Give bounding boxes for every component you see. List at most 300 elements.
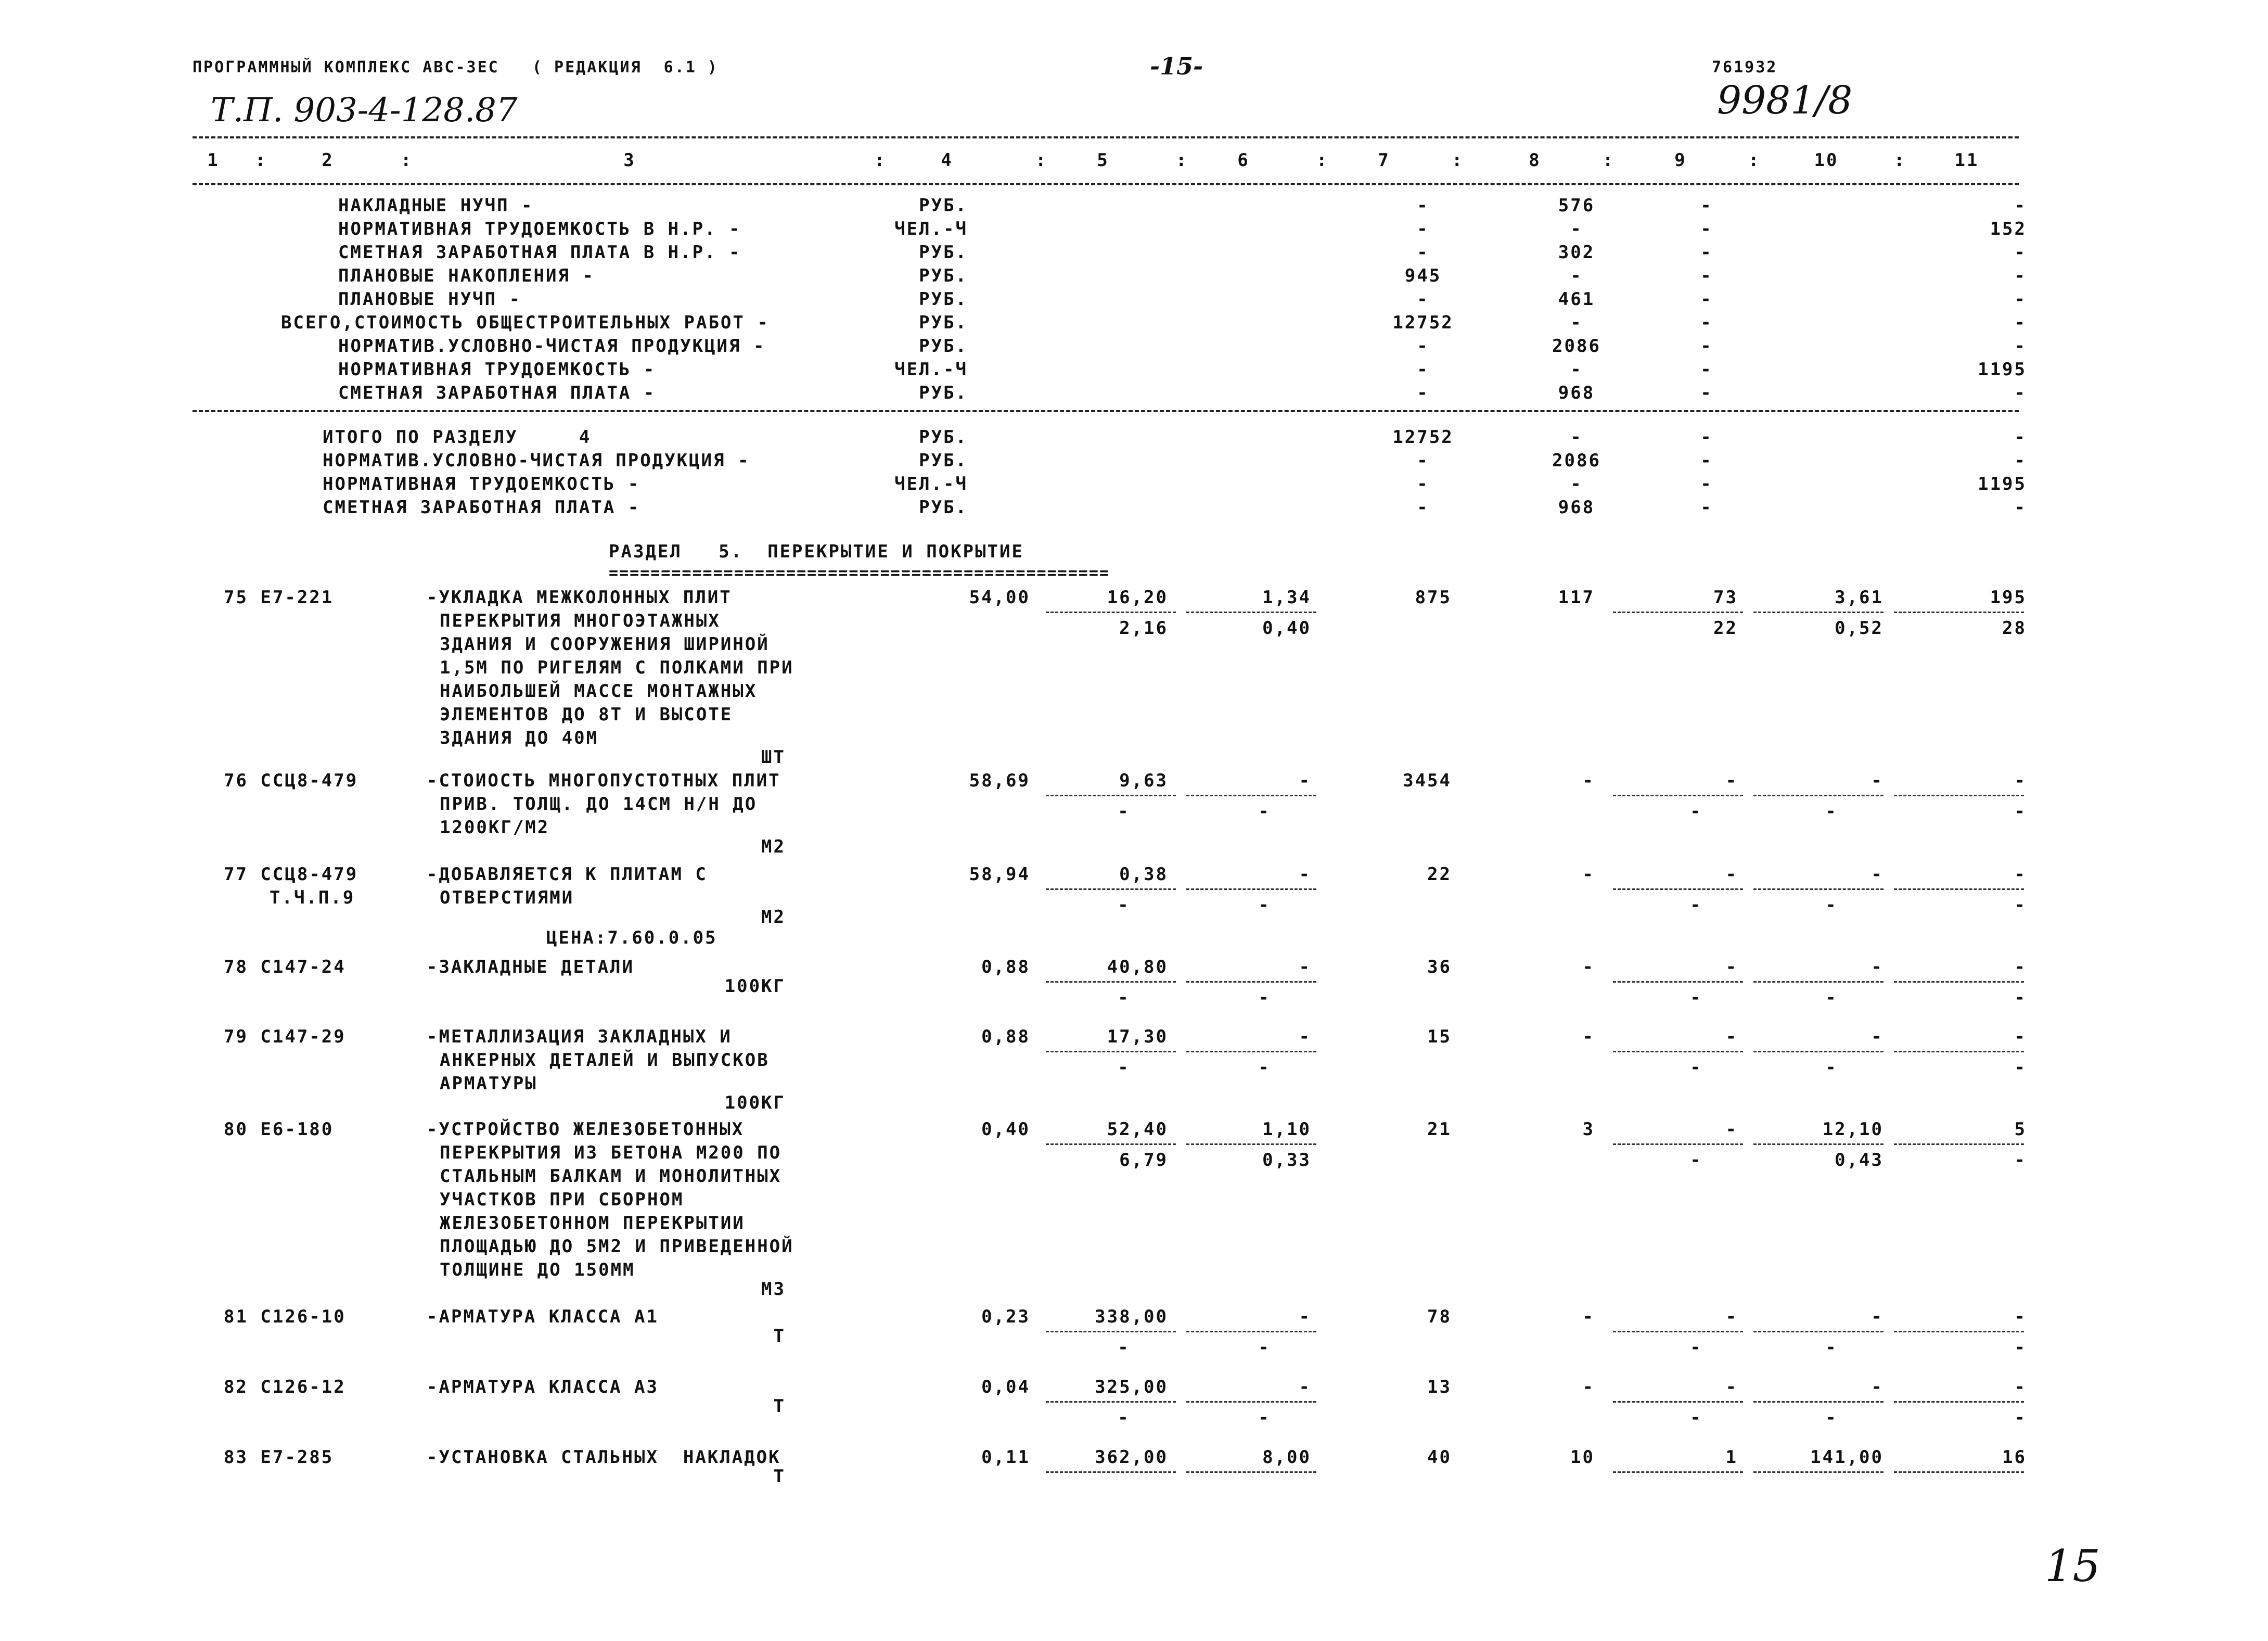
item-col11-labor: - (2014, 895, 2027, 915)
total-col7: - (1417, 474, 1429, 494)
item-description: -УСТАНОВКА СТАЛЬНЫХ НАКЛАДОК (427, 1447, 781, 1468)
col9-underline (1613, 1401, 1743, 1403)
col11-underline (1894, 1401, 2024, 1403)
col6-underline (1186, 981, 1316, 983)
item-col8: - (1582, 957, 1595, 977)
item-col9-labor: - (1690, 801, 1702, 822)
item-code: 78 С147-24 (224, 957, 346, 977)
item-col11-labor: - (2014, 801, 2027, 822)
col9-underline (1613, 612, 1743, 613)
item-col10: - (1871, 1377, 1883, 1397)
item-col9-labor: - (1690, 1057, 1702, 1078)
col9-underline (1613, 795, 1743, 796)
item-col10-labor: - (1825, 801, 1838, 822)
summary-col8: 576 (1558, 195, 1595, 216)
summary-unit: РУБ. (919, 289, 968, 310)
item-col10: - (1871, 1026, 1883, 1047)
item-description: НАИБОЛЬШЕЙ МАССЕ МОНТАЖНЫХ (440, 681, 758, 702)
item-price-note: ЦЕНА:7.60.0.05 (546, 927, 717, 948)
summary-col9: - (1700, 195, 1713, 216)
item-description: ПЕРЕКРЫТИЯ ИЗ БЕТОНА М200 ПО (440, 1142, 782, 1163)
summary-unit: ЧЕЛ.-Ч (894, 219, 968, 239)
item-description: ПРИВ. ТОЛЩ. ДО 14СМ Н/Н ДО (440, 794, 758, 815)
item-unit: М2 (761, 836, 786, 857)
item-qty: 0,88 (981, 957, 1030, 977)
summary-col9: - (1700, 242, 1713, 263)
item-description: 1200КГ/М2 (440, 817, 550, 838)
item-col9: - (1725, 770, 1738, 791)
item-col6: - (1299, 1377, 1311, 1397)
col11-underline (1894, 981, 2024, 983)
item-col9-labor: - (1690, 895, 1702, 915)
summary-col11: - (2014, 195, 2027, 216)
item-col10: - (1871, 957, 1883, 977)
item-col7: 13 (1427, 1377, 1452, 1397)
item-col10-labor: - (1825, 1337, 1838, 1358)
item-description: -АРМАТУРА КЛАССА А1 (427, 1306, 659, 1327)
col9-underline (1613, 1143, 1743, 1145)
column-separator: : (874, 150, 887, 171)
item-col8: - (1582, 864, 1595, 885)
column-header-1: 1 (207, 150, 220, 171)
total-col11: - (2014, 497, 2027, 518)
item-code-ext: Т.Ч.П.9 (270, 887, 355, 908)
total-label: СМЕТНАЯ ЗАРАБОТНАЯ ПЛАТА - (323, 497, 640, 518)
column-header-8: 8 (1529, 150, 1541, 171)
summary-col8: - (1570, 219, 1583, 239)
total-unit: ЧЕЛ.-Ч (894, 474, 968, 494)
item-qty: 54,00 (969, 587, 1030, 608)
item-col11: 5 (2014, 1119, 2027, 1140)
column-separator: : (1748, 150, 1761, 171)
col6-underline (1186, 1143, 1316, 1145)
col5-underline (1046, 1401, 1176, 1403)
total-label: ИТОГО ПО РАЗДЕЛУ 4 (323, 427, 592, 448)
item-col10: - (1871, 864, 1883, 885)
item-description: АРМАТУРЫ (440, 1073, 537, 1094)
doc-number: 761932 (1712, 58, 1778, 77)
item-col11: - (2014, 957, 2027, 977)
col10-underline (1753, 1401, 1883, 1403)
item-col5: 362,00 (1095, 1447, 1168, 1468)
item-col8: - (1582, 1026, 1595, 1047)
total-unit: РУБ. (919, 427, 968, 448)
summary-col9: - (1700, 359, 1713, 380)
item-col5: 338,00 (1095, 1306, 1168, 1327)
total-unit: РУБ. (919, 497, 968, 518)
summary-unit: РУБ. (919, 265, 968, 286)
item-col5-labor: - (1118, 1407, 1130, 1428)
summary-unit: РУБ. (919, 383, 968, 403)
column-separator: : (1894, 150, 1906, 171)
item-col8: - (1582, 770, 1595, 791)
total-unit: РУБ. (919, 450, 968, 471)
item-col8: - (1582, 1377, 1595, 1397)
col10-underline (1753, 1471, 1883, 1473)
col5-underline (1046, 1471, 1176, 1473)
item-description: -ЗАКЛАДНЫЕ ДЕТАЛИ (427, 957, 634, 977)
col11-underline (1894, 1051, 2024, 1052)
col5-underline (1046, 1143, 1176, 1145)
total-col7: - (1417, 450, 1429, 471)
item-description: -АРМАТУРА КЛАССА А3 (427, 1377, 659, 1397)
item-description: -УСТРОЙСТВО ЖЕЛЕЗОБЕТОННЫХ (427, 1119, 745, 1140)
column-header-2: 2 (322, 150, 334, 171)
sheet-number: 9981/8 (1717, 78, 1853, 123)
item-qty: 0,23 (981, 1306, 1030, 1327)
summary-col11: - (2014, 312, 2027, 333)
col10-underline (1753, 612, 1883, 613)
item-col5-labor: 6,79 (1119, 1150, 1168, 1171)
col5-underline (1046, 1051, 1176, 1052)
total-col8: - (1570, 427, 1583, 448)
item-col10: 3,61 (1835, 587, 1883, 608)
item-col8: 117 (1558, 587, 1595, 608)
item-col10: - (1871, 1306, 1883, 1327)
item-col10-labor: 0,52 (1835, 618, 1883, 639)
item-col9: - (1725, 1306, 1738, 1327)
item-col6-labor: - (1258, 1057, 1271, 1078)
item-col6: 1,10 (1262, 1119, 1311, 1140)
item-qty: 58,69 (969, 770, 1030, 791)
summary-label: СМЕТНАЯ ЗАРАБОТНАЯ ПЛАТА - (338, 383, 656, 403)
total-col7: - (1417, 497, 1429, 518)
column-separator: : (255, 150, 267, 171)
summary-col11: - (2014, 289, 2027, 310)
column-separator: : (1176, 150, 1188, 171)
item-col11-labor: - (2014, 1337, 2027, 1358)
item-col7: 78 (1427, 1306, 1452, 1327)
item-unit: М3 (761, 1279, 786, 1300)
page-marker: -15- (1150, 52, 1203, 80)
item-col9-labor: - (1690, 1337, 1702, 1358)
item-unit: 100КГ (724, 976, 786, 997)
summary-label: НОРМАТИВНАЯ ТРУДОЕМКОСТЬ В Н.Р. - (338, 219, 741, 239)
item-code: 82 С126-12 (224, 1377, 346, 1397)
item-col5: 9,63 (1119, 770, 1168, 791)
column-separator: : (1452, 150, 1464, 171)
total-col9: - (1700, 474, 1713, 494)
item-col11: - (2014, 1026, 2027, 1047)
item-col6-labor: 0,33 (1262, 1150, 1311, 1171)
column-header-9: 9 (1674, 150, 1687, 171)
col11-underline (1894, 795, 2024, 796)
item-description: -УКЛАДКА МЕЖКОЛОННЫХ ПЛИТ (427, 587, 732, 608)
summary-col8: - (1570, 359, 1583, 380)
item-col5: 16,20 (1107, 587, 1168, 608)
item-col9: - (1725, 1026, 1738, 1047)
summary-col7: 945 (1404, 265, 1442, 286)
item-description: ТОЛЩИНЕ ДО 150ММ (440, 1260, 635, 1280)
col9-underline (1613, 981, 1743, 983)
col5-underline (1046, 795, 1176, 796)
item-unit: Т (773, 1466, 786, 1487)
summary-col8: - (1570, 312, 1583, 333)
header-rule-top (193, 136, 2019, 138)
summary-col7: - (1417, 289, 1429, 310)
item-col11: - (2014, 770, 2027, 791)
item-code: 80 Е6-180 (224, 1119, 334, 1140)
item-code: 76 ССЦ8-479 (224, 770, 358, 791)
col10-underline (1753, 795, 1883, 796)
total-col8: - (1570, 474, 1583, 494)
item-unit: М2 (761, 907, 786, 927)
col6-underline (1186, 612, 1316, 613)
total-col7: 12752 (1392, 427, 1454, 448)
item-col6: 8,00 (1262, 1447, 1311, 1468)
item-unit: ШТ (761, 747, 786, 768)
summary-label: НАКЛАДНЫЕ НУЧП - (338, 195, 534, 216)
item-col9: 1 (1725, 1447, 1738, 1468)
item-qty: 0,88 (981, 1026, 1030, 1047)
item-code: 79 С147-29 (224, 1026, 346, 1047)
col11-underline (1894, 1331, 2024, 1332)
item-qty: 58,94 (969, 864, 1030, 885)
item-col10-labor: - (1825, 1057, 1838, 1078)
summary-col8: 2086 (1552, 336, 1601, 357)
item-col8: - (1582, 1306, 1595, 1327)
col10-underline (1753, 1051, 1883, 1052)
item-col6: 1,34 (1262, 587, 1311, 608)
item-col5-labor: 2,16 (1119, 618, 1168, 639)
total-col8: 968 (1558, 497, 1595, 518)
item-col11-labor: 28 (2002, 618, 2027, 639)
item-col11: - (2014, 1306, 2027, 1327)
summary-col11: 1195 (1978, 359, 2027, 380)
summary-col7: - (1417, 219, 1429, 239)
item-unit: Т (773, 1396, 786, 1417)
col9-underline (1613, 1471, 1743, 1473)
summary-col9: - (1700, 219, 1713, 239)
item-col7: 21 (1427, 1119, 1452, 1140)
item-col7: 15 (1427, 1026, 1452, 1047)
item-description: УЧАСТКОВ ПРИ СБОРНОМ (440, 1189, 684, 1210)
item-description: ПЛОЩАДЬЮ ДО 5М2 И ПРИВЕДЕННОЙ (440, 1236, 794, 1257)
item-description: ОТВЕРСТИЯМИ (440, 887, 574, 908)
total-col8: 2086 (1552, 450, 1601, 471)
summary-col8: - (1570, 265, 1583, 286)
project-code: Т.П. 903-4-128.87 (211, 91, 518, 130)
header-rule-bottom (193, 183, 2019, 185)
col11-underline (1894, 888, 2024, 890)
item-col5-labor: - (1118, 987, 1130, 1008)
item-col6: - (1299, 1026, 1311, 1047)
footer-page-number: 15 (2045, 1541, 2100, 1592)
summary-col8: 968 (1558, 383, 1595, 403)
column-separator: : (1035, 150, 1048, 171)
summary-unit: ЧЕЛ.-Ч (894, 359, 968, 380)
column-separator: : (1603, 150, 1615, 171)
item-col6: - (1299, 1306, 1311, 1327)
item-col5: 0,38 (1119, 864, 1168, 885)
item-unit: 100КГ (724, 1092, 786, 1113)
summary-col9: - (1700, 265, 1713, 286)
section-title-rule: ================================================ (609, 564, 1110, 582)
summary-label: ВСЕГО,СТОИМОСТЬ ОБЩЕСТРОИТЕЛЬНЫХ РАБОТ - (281, 312, 770, 333)
item-qty: 0,04 (981, 1377, 1030, 1397)
column-header-6: 6 (1237, 150, 1250, 171)
item-col11: - (2014, 864, 2027, 885)
item-description: 1,5М ПО РИГЕЛЯМ С ПОЛКАМИ ПРИ (440, 657, 794, 678)
item-col9-labor: - (1690, 1407, 1702, 1428)
item-description: АНКЕРНЫХ ДЕТАЛЕЙ И ВЫПУСКОВ (440, 1050, 770, 1071)
item-col7: 36 (1427, 957, 1452, 977)
item-col5-labor: - (1118, 895, 1130, 915)
col5-underline (1046, 612, 1176, 613)
col9-underline (1613, 1051, 1743, 1052)
column-header-10: 10 (1814, 150, 1839, 171)
item-col6-labor: - (1258, 801, 1271, 822)
item-col9: - (1725, 1377, 1738, 1397)
summary-col7: - (1417, 336, 1429, 357)
item-qty: 0,11 (981, 1447, 1030, 1468)
summary-col9: - (1700, 383, 1713, 403)
col10-underline (1753, 888, 1883, 890)
total-col9: - (1700, 497, 1713, 518)
total-col9: - (1700, 450, 1713, 471)
total-col11: - (2014, 427, 2027, 448)
summary-col11: - (2014, 265, 2027, 286)
total-label: НОРМАТИВНАЯ ТРУДОЕМКОСТЬ - (323, 474, 640, 494)
item-col7: 875 (1415, 587, 1452, 608)
item-description: ПЕРЕКРЫТИЯ МНОГОЭТАЖНЫХ (440, 610, 721, 631)
col10-underline (1753, 1143, 1883, 1145)
item-col11: - (2014, 1377, 2027, 1397)
summary-col8: 302 (1558, 242, 1595, 263)
col6-underline (1186, 888, 1316, 890)
column-header-4: 4 (941, 150, 953, 171)
summary-col11: 152 (1990, 219, 2027, 239)
item-col7: 22 (1427, 864, 1452, 885)
item-col11-labor: - (2014, 987, 2027, 1008)
summary-col7: 12752 (1392, 312, 1454, 333)
summary-label: ПЛАНОВЫЕ НУЧП - (338, 289, 522, 310)
item-description: СТАЛЬНЫМ БАЛКАМ И МОНОЛИТНЫХ (440, 1166, 782, 1187)
col11-underline (1894, 612, 2024, 613)
item-col6-labor: - (1258, 895, 1271, 915)
item-code: 83 Е7-285 (224, 1447, 334, 1468)
item-col11-labor: - (2014, 1150, 2027, 1171)
item-col9: 73 (1713, 587, 1738, 608)
item-description: -СТОИОСТЬ МНОГОПУСТОТНЫХ ПЛИТ (427, 770, 781, 791)
item-description: -ДОБАВЛЯЕТСЯ К ПЛИТАМ С (427, 864, 708, 885)
col11-underline (1894, 1471, 2024, 1473)
summary-col7: - (1417, 383, 1429, 403)
summary-col9: - (1700, 289, 1713, 310)
item-col9-labor: 22 (1713, 618, 1738, 639)
item-col10-labor: - (1825, 895, 1838, 915)
col10-underline (1753, 1331, 1883, 1332)
column-separator: : (401, 150, 413, 171)
col11-underline (1894, 1143, 2024, 1145)
item-col11: 16 (2002, 1447, 2027, 1468)
summary-col9: - (1700, 336, 1713, 357)
col6-underline (1186, 795, 1316, 796)
col6-underline (1186, 1051, 1316, 1052)
item-code: 81 С126-10 (224, 1306, 346, 1327)
item-col11: 195 (1990, 587, 2027, 608)
summary-col9: - (1700, 312, 1713, 333)
item-col9: - (1725, 1119, 1738, 1140)
column-separator: : (1316, 150, 1329, 171)
summary-label: НОРМАТИВ.УСЛОВНО-ЧИСТАЯ ПРОДУКЦИЯ - (338, 336, 766, 357)
summary-col8: 461 (1558, 289, 1595, 310)
item-col9: - (1725, 864, 1738, 885)
item-col9-labor: - (1690, 987, 1702, 1008)
column-header-11: 11 (1954, 150, 1979, 171)
program-title: ПРОГРАММНЫЙ КОМПЛЕКС АВС-ЗЕС ( РЕДАКЦИЯ 6.1 ) (193, 58, 719, 77)
column-header-3: 3 (623, 150, 636, 171)
item-col11-labor: - (2014, 1407, 2027, 1428)
item-col10-labor: 0,43 (1835, 1150, 1883, 1171)
item-unit: Т (773, 1326, 786, 1346)
summary-unit: РУБ. (919, 336, 968, 357)
item-col5: 52,40 (1107, 1119, 1168, 1140)
item-col10-labor: - (1825, 1407, 1838, 1428)
col6-underline (1186, 1471, 1316, 1473)
item-col5: 40,80 (1107, 957, 1168, 977)
summary-col11: - (2014, 242, 2027, 263)
item-col6-labor: - (1258, 987, 1271, 1008)
col6-underline (1186, 1331, 1316, 1332)
col10-underline (1753, 981, 1883, 983)
item-col10: 141,00 (1810, 1447, 1883, 1468)
item-col6: - (1299, 864, 1311, 885)
summary-col11: - (2014, 383, 2027, 403)
col6-underline (1186, 1401, 1316, 1403)
summary-col7: - (1417, 195, 1429, 216)
item-col8: 3 (1582, 1119, 1595, 1140)
item-col5-labor: - (1118, 801, 1130, 822)
item-col5-labor: - (1118, 1057, 1130, 1078)
col9-underline (1613, 1331, 1743, 1332)
total-col11: - (2014, 450, 2027, 471)
item-col8: 10 (1570, 1447, 1595, 1468)
summary-unit: РУБ. (919, 195, 968, 216)
item-col7: 3454 (1403, 770, 1452, 791)
item-col9: - (1725, 957, 1738, 977)
item-col6-labor: - (1258, 1337, 1271, 1358)
summary-col7: - (1417, 242, 1429, 263)
item-description: ЖЕЛЕЗОБЕТОННОМ ПЕРЕКРЫТИИ (440, 1213, 745, 1233)
item-col6: - (1299, 770, 1311, 791)
item-col10-labor: - (1825, 987, 1838, 1008)
column-header-5: 5 (1097, 150, 1109, 171)
summary-unit: РУБ. (919, 312, 968, 333)
summary-label: НОРМАТИВНАЯ ТРУДОЕМКОСТЬ - (338, 359, 656, 380)
item-qty: 0,40 (981, 1119, 1030, 1140)
summary-col7: - (1417, 359, 1429, 380)
summary-label: СМЕТНАЯ ЗАРАБОТНАЯ ПЛАТА В Н.Р. - (338, 242, 741, 263)
col9-underline (1613, 888, 1743, 890)
item-description: ЗДАНИЯ И СООРУЖЕНИЯ ШИРИНОЙ (440, 634, 770, 655)
col5-underline (1046, 1331, 1176, 1332)
total-col9: - (1700, 427, 1713, 448)
item-col7: 40 (1427, 1447, 1452, 1468)
summary-unit: РУБ. (919, 242, 968, 263)
summary-col11: - (2014, 336, 2027, 357)
item-description: -МЕТАЛЛИЗАЦИЯ ЗАКЛАДНЫХ И (427, 1026, 732, 1047)
item-col6: - (1299, 957, 1311, 977)
item-col5: 325,00 (1095, 1377, 1168, 1397)
section-rule (193, 410, 2019, 412)
total-label: НОРМАТИВ.УСЛОВНО-ЧИСТАЯ ПРОДУКЦИЯ - (323, 450, 750, 471)
item-description: ЭЛЕМЕНТОВ ДО 8Т И ВЫСОТЕ (440, 704, 733, 725)
item-col5-labor: - (1118, 1337, 1130, 1358)
summary-label: ПЛАНОВЫЕ НАКОПЛЕНИЯ - (338, 265, 595, 286)
item-col10: 12,10 (1822, 1119, 1883, 1140)
item-col11-labor: - (2014, 1057, 2027, 1078)
